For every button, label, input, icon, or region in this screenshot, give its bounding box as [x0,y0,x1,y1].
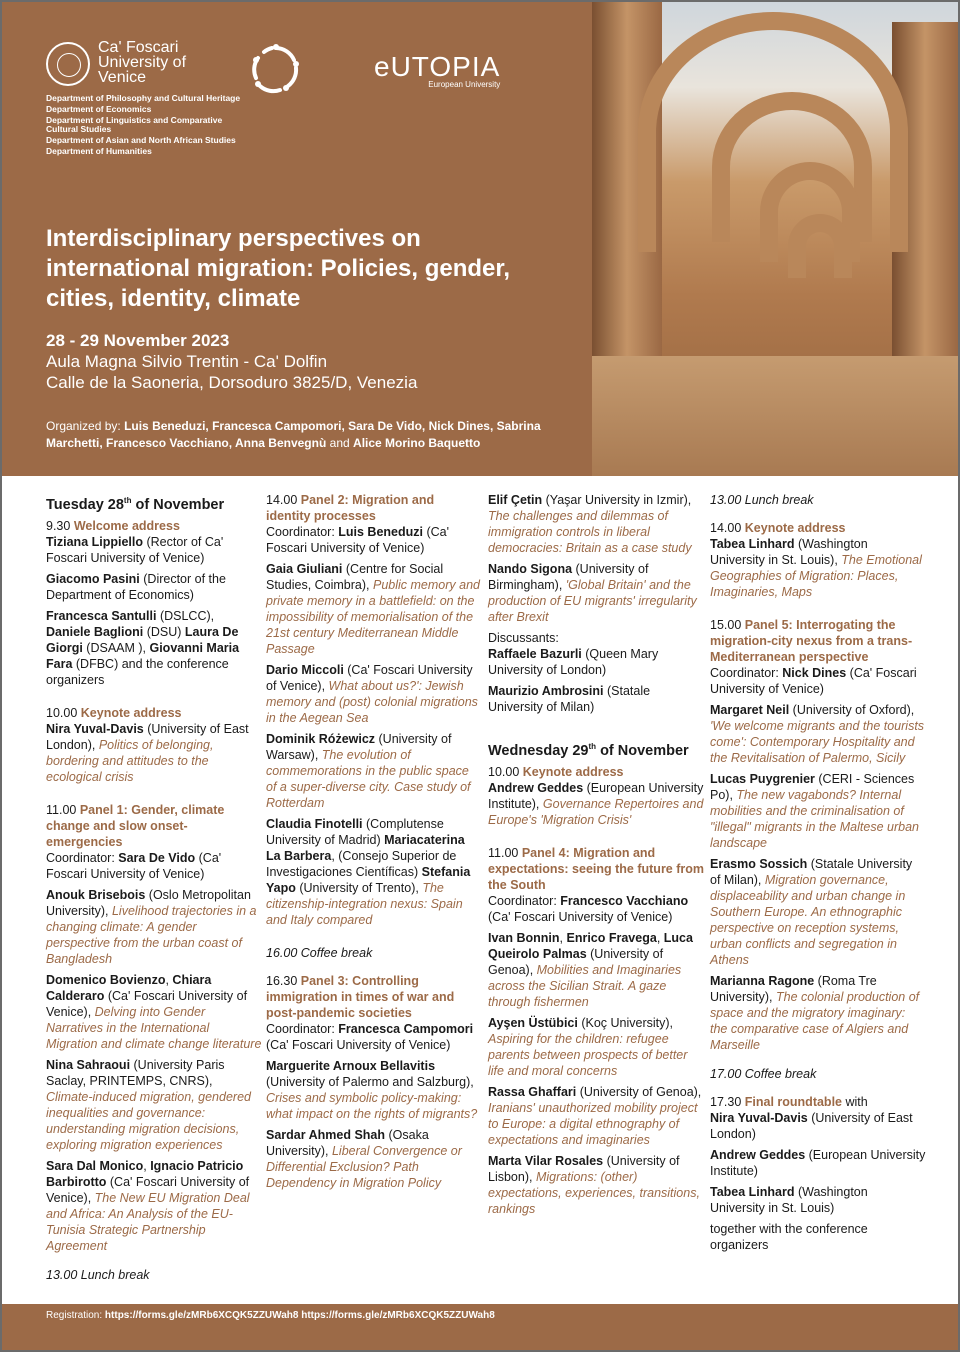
department-item: Department of Linguistics and Comparative Cultural Studies [46,115,223,134]
university-name: Ca' Foscari University of Venice [98,39,187,86]
eutopia-logo [374,52,500,89]
session-final-roundtable: 17.30 Final roundtable with [710,1095,868,1109]
session-panel-5: 15.00 Panel 5: Interrogating the migration-city nexus from a trans-Mediterranean perspective [710,618,913,664]
closing-note: together with the conference organizers [710,1222,868,1252]
speaker-entry: Margaret Neil (University of Oxford), 'We welcome migrants and the tourists come': Contemporary Hospitality and the Revitalisation of Palermo, Sicily [710,703,925,765]
roundtable-speaker: Nira Yuval-Davis (University of East London) [710,1111,913,1141]
speaker-entry: Nina Sahraoui (University Paris Saclay, PRINTEMPS, CNRS), Climate-induced migration, gendered inequalities and governance: understanding migration decisions, exploring migration experiences [46,1057,251,1152]
session-welcome: 9.30 Welcome address [46,518,180,533]
speaker-entry: Tabea Linhard (Washington University in St. Louis), The Emotional Geographies of Migration: Places, Imaginaries, Maps [710,537,922,599]
session-panel-3: 16.30 Panel 3: Controlling immigration in times of war and post-pandemic societies [266,974,455,1020]
roundtable-speaker: Tabea Linhard (Washington University in St. Louis) [710,1185,868,1215]
lunch-break: 13.00 Lunch break [710,493,814,507]
speaker-entry: Sardar Ahmed Shah (Osaka University), Liberal Convergence or Differential Exclusion? Path Dependency in Migration Policy [266,1128,462,1190]
day-heading-tuesday: Tuesday 28th of November [46,496,225,513]
speaker-entry: Andrew Geddes (European University Institute), Governance Repertoires and Europe's 'Migration Crisis' [488,780,704,827]
speaker-entry: Anouk Brisebois (Oslo Metropolitan University), Livelihood trajectories in a changing climate: A gender perspective from the urban coast of Bangladesh [46,887,257,966]
organized-label: Organized by: [46,419,121,433]
coordinator: Coordinator: Nick Dines (Ca' Foscari University of Venice) [710,666,917,696]
department-item: Department of Economics [46,104,152,114]
ca-foscari-seal-icon [46,42,90,86]
lunch-break: 13.00 Lunch break [46,1267,150,1282]
speaker-entry: Elif Çetin (Yaşar University in Izmir), The challenges and dilemmas of immigration controls in liberal democracies: Britain as a case study [488,493,692,555]
speaker-entry: Giacomo Pasini (Director of the Department of Economics) [46,571,226,602]
poster [2,2,958,1350]
coordinator: Coordinator: Francesca Campomori (Ca' Foscari University of Venice) [266,1022,474,1052]
organizer-last: Alice Morino Baquetto [353,436,481,450]
speaker-entry: Nando Sigona (University of Birmingham), 'Global Britain' and the production of EU migrants' irregularity after Brexit [488,562,697,624]
session-panel-1: 11.00 Panel 1: Gender, climate change and slow onset-emergencies [46,802,225,849]
speaker-entry: Claudia Finotelli (Complutense University of Madrid) Mariacaterina La Barbera, (Consejo Superior de Investigaciones Científicas) Stefania Yapo (University of Trento), The citizenship-integration nexus: Spain and Italy compared [266,817,471,927]
registration-label: Registration: [46,1310,105,1321]
speaker-entry: Ivan Bonnin, Enrico Fravega, Luca Queirolo Palmas (University of Genoa), Mobilities and Imaginaries across the Sicilian Strait. A gaze through fishermen [488,930,693,1009]
program-column-4 [710,492,926,1253]
department-item: Department of Philosophy and Cultural Heritage [46,93,241,103]
department-item: Department of Asian and North African Studies [46,135,236,145]
organizers-and: and [329,436,350,450]
department-item: Department of Humanities [46,146,152,156]
header-banner [2,2,958,476]
venue-line-1: Aula Magna Silvio Trentin - Ca' Dolfin [46,352,328,371]
eutopia-logo-icon: eUTOPIA [374,51,501,82]
speaker-entry: Ayşen Üstübici (Koç University), Aspiring for the children: refugee parents between prospects of better life and moral concerns [488,1015,688,1078]
registration-info [46,1310,495,1321]
eutopia-subtitle: European University [428,80,501,89]
organizer-names: Luis Beneduzi, Francesca Campomori, Sara De Vido, Nick Dines, Sabrina Marchetti, Francesco Vacchiano, Anna Benvegnù [46,419,541,450]
departments-list [46,94,246,158]
session-keynote: 14.00 Keynote address [710,521,846,535]
speaker-entry: Marguerite Arnoux Bellavitis (University of Palermo and Salzburg), Crises and symbolic policy-making: what impact on the rights of migrants? [266,1059,478,1121]
program-column-3 [488,492,704,1222]
speaker-entry: Dominik Różewicz (University of Warsaw), The evolution of commemorations in the public space of a super-diverse city. Case study of Rotterdam [266,732,471,810]
session-panel-2: 14.00 Panel 2: Migration and identity processes [266,493,435,523]
speaker-entry: Erasmo Sossich (Statale University of Milan), Migration governance, displaceability and urban change in Southern Europe. An ethnographic perspective on reception systems, urban conflicts and segregation in Athens [710,857,913,967]
ca-foscari-circle-logo-icon [250,42,302,108]
speaker-entry: Gaia Giuliani (Centre for Social Studies, Coimbra), Public memory and private memory in a battlefield: on the impossibility of memorialisation of the 21st century Mediterranean Middle Passage [266,562,480,656]
arches-photo [592,2,958,476]
session-keynote: 10.00 Keynote address [46,705,182,720]
footer-banner [2,1304,958,1350]
speaker-entry: Tiziana Lippiello (Rector of Ca' Foscari University of Venice) [46,534,224,565]
coordinator: Coordinator: Francesco Vacchiano (Ca' Foscari University of Venice) [488,893,689,924]
speaker-entry: Lucas Puygrenier (CERI - Sciences Po), The new vagabonds? Internal mobilities and the criminalisation of "illegal" migrants in the Maltese urban landscape [710,772,919,850]
speaker-entry: Francesca Santulli (DSLCC), Daniele Baglioni (DSU) Laura De Giorgi (DSAAM ), Giovanni Maria Fara (DFBC) and the conference organizers [46,608,240,687]
roundtable-speaker: Andrew Geddes (European University Institute) [710,1148,926,1178]
coffee-break: 16.00 Coffee break [266,946,373,960]
speaker-entry: Sara Dal Monico, Ignacio Patricio Barbirotto (Ca' Foscari University of Venice), The New EU Migration Deal and Africa: An Analysis of the EU-Tunisia Strategic Partnership Agreement [46,1158,250,1253]
coordinator: Coordinator: Luis Beneduzi (Ca' Foscari University of Venice) [266,525,450,555]
speaker-entry: Nira Yuval-Davis (University of East London), Politics of belonging, bordering and attitudes to the ecological crisis [46,721,249,784]
program-column-1 [46,492,262,1283]
registration-link[interactable]: https://forms.gle/zMRb6XCQK5ZZUWah8 [104,1310,299,1321]
event-date: 28 - 29 November 2023 [46,331,230,350]
organizers [46,418,586,452]
day-heading-wednesday: Wednesday 29th of November [488,742,689,759]
speaker-entry: Dario Miccoli (Ca' Foscari University of Venice), What about us?': Jewish memory and (post) colonial migrations in the Aegean Sea [266,663,478,725]
session-panel-4: 11.00 Panel 4: Migration and expectations: seeing the future from the South [488,845,705,892]
speaker-entry: Marta Vilar Rosales (University of Lisbon), Migrations: (other) expectations, experiences, transitions, rankings [488,1153,700,1216]
discussant-entry: Maurizio Ambrosini (Statale University of Milan) [488,684,651,714]
speaker-entry: Marianna Ragone (Roma Tre University), The colonial production of space and the migratory imaginary: the comparative case of Algiers and Marseille [710,974,920,1052]
session-keynote: 10.00 Keynote address [488,764,624,779]
venue-line-2: Calle de la Saoneria, Dorsoduro 3825/D, Venezia [46,373,418,392]
event-details [46,330,417,393]
discussants-label: Discussants: [488,631,559,645]
speaker-entry: Domenico Bovienzo, Chiara Calderaro (Ca' Foscari University of Venice), Delving into Gender Narratives in the International Migration and climate change literature [46,972,262,1051]
program-column-2 [266,492,482,1196]
registration-link[interactable]: https://forms.gle/zMRb6XCQK5ZZUWah8 [301,1310,495,1321]
coffee-break: 17.00 Coffee break [710,1067,817,1081]
coordinator: Coordinator: Sara De Vido (Ca' Foscari University of Venice) [46,850,222,881]
speaker-entry: Rassa Ghaffari (University of Genoa), Iranians' unauthorized mobility project to Europe: a digital ethnography of expectations and imaginaries [488,1084,702,1147]
event-title: Interdisciplinary perspectives on international migration: Policies, gender, cities, identity, climate [46,225,511,312]
discussant-entry: Raffaele Bazurli (Queen Mary University of London) [488,647,659,677]
